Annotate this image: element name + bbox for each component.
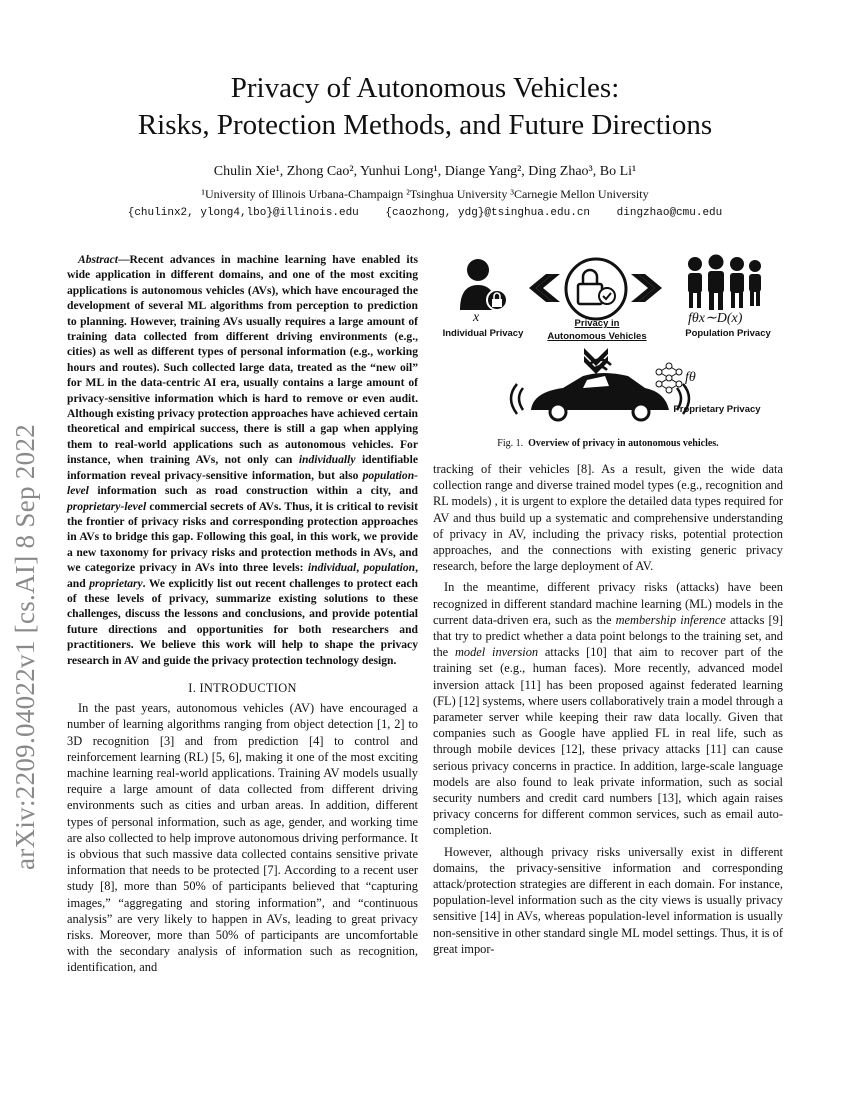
left-column	[67, 252, 418, 976]
email-cmu: dingzhao@cmu.edu	[616, 207, 723, 219]
affiliations: ¹University of Illinois Urbana-Champaign ²Tsinghua University ³Carnegie Mellon University	[201, 187, 649, 201]
math-proprietary: fθ	[685, 370, 696, 385]
people-group-icon	[688, 255, 761, 311]
label-proprietary-privacy: Proprietary Privacy	[673, 404, 761, 415]
intro-paragraph-1: In the past years, autonomous vehicles (AV) have encouraged a number of learning algorithms ranging from object detection [1, 2] to 3D recognition [3] and from prediction [4] to control and reinforcement learning (RL) [5, 6], making it one of the most exciting machine learning real-world applications. Training AV models usually require a large amount of data collected from different driving environments such as cities and urban areas. In addition, different types of personal information, such as age, gender, and working time are also collected to help improve autonomous driving performance. It is obvious that such massive data collected contains sensitive private information that needs to be protected [7]. According to a recent user study [8], more than 50% of participants believed that “capturing images,” “aggregating and storing information”, and “continuous analysis” are very likely to happen in AVs, leading to great privacy risks. Moreover, more than 50% of participants are uncomfortable with the secondary analysis of information such as recognition, identification, and	[67, 701, 418, 975]
title-line-1: Privacy of Autonomous Vehicles:	[230, 72, 620, 104]
label-individual-privacy: Individual Privacy	[442, 328, 524, 339]
label-center-1: Privacy in	[574, 318, 620, 329]
authors: Chulin Xie¹, Zhong Cao², Yunhui Long¹, Diange Yang², Ding Zhao³, Bo Li¹	[213, 164, 637, 179]
section-heading-introduction: I. INTRODUCTION	[188, 680, 297, 695]
email-tsinghua: {caozhong, ydg}@tsinghua.edu.cn	[385, 207, 591, 219]
math-x: x	[473, 310, 480, 325]
car-icon	[531, 373, 669, 420]
label-center-2: Autonomous Vehicles	[547, 331, 647, 342]
label-population-privacy: Population Privacy	[685, 328, 771, 339]
right-paragraph-3: However, although privacy risks universally exist in different domains, the privacy-sensitive information and corresponding attack/protection strategies are different in each domain. For instance, population-level information such as the city views is usually privacy sensitive [14] in AVs, whereas population-level information is usually non-sensitive in other standard single ML model settings. Thus, it is of great impor-	[433, 844, 783, 956]
emails	[0, 207, 850, 219]
figure-caption: Fig. 1. Overview of privacy in autonomous vehicles.	[497, 438, 719, 449]
right-paragraph-2: In the meantime, different privacy risks (attacks) have been recognized in different standard machine learning (ML) models in the current data-driven era, such as the membership inference attacks [9] that try to predict whether a data point belongs to the training set, and the model inversion attacks [10] that aim to recover part of the training set (e.g., human faces). More recently, advanced model inversion attack [11] has been proposed against federated learning (FL) [12] systems, where users collaboratively train a model through a parameter server while keeping their raw data locally. Given that companies such as Google have applied FL in real life, such as through mobile devices [12], these privacy attacks [11] can cause serious privacy concerns in practice. In addition, large-scale language models are also found to leak private information, such as social security numbers and credit card numbers [13], which again raises privacy concerns for different common services, such as email auto-completion.	[433, 580, 784, 838]
shield-lock-icon	[566, 259, 626, 319]
title-line-2: Risks, Protection Methods, and Future Directions	[137, 109, 713, 141]
right-column	[433, 461, 783, 957]
paper-title	[0, 70, 850, 144]
email-illinois: {chulinx2, ylong4,lbo}@illinois.edu	[127, 207, 359, 219]
figure-1	[433, 252, 783, 452]
right-paragraph-1: tracking of their vehicles [8]. As a result, given the wide data collection range and diverse trained model types (e.g., recognition and RL models) , it is urgent to explore the detailed data types required for AV and thus build up a systematic and comprehensive understanding of privacy in AV, including the privacy risks, potential protection approaches, and the connections with existing generic privacy research, before the large deployment of AV.	[433, 462, 783, 574]
abstract-label: Abstract	[78, 253, 118, 266]
math-population: fθx∼D(x)	[688, 311, 743, 326]
arxiv-side-label: arXiv:2209.04022v1 [cs.AI] 8 Sep 2022	[10, 423, 40, 870]
person-lock-icon	[460, 259, 507, 310]
abstract: Abstract—Recent advances in machine learning have enabled its wide application in different domains, and one of the most exciting applications is autonomous vehicles (AVs), which have encouraged the development of several ML algorithms from perception to prediction to planning. However, training AVs usually requires a large amount of training data collected from different driving environments (e.g., cities) as well as different types of personal information (e.g., working hours and routes). Such collected large data, treated as the “new oil” for ML in the data-centric AI era, usually contains a large amount of privacy-sensitive information which is hard to remove or even audit. Although existing privacy protection approaches have achieved certain theoretical and empirical success, there is still a gap when applying them to real-world applications such as autonomous vehicles. For instance, when training AVs, not only can individually identifiable information reveal privacy-sensitive information, but also population-level information such as road construction within a city, and proprietary-level commercial secrets of AVs. Thus, it is critical to revisit the frontier of privacy risks and corresponding protection approaches in AVs to bridge this gap. Following this goal, in this work, we provide a new taxonomy for privacy risks and protection methods in AVs, and we categorize privacy in AVs into three levels: individual, population, and proprietary. We explicitly list out recent challenges to protect each of these levels of privacy, summarize existing solutions to these challenges, discuss the lessons and conclusions, and provide potential future directions and opportunities for both researchers and practitioners. We believe this work will help to shape the privacy research in AV and guide the privacy protection technology design.	[67, 253, 418, 667]
